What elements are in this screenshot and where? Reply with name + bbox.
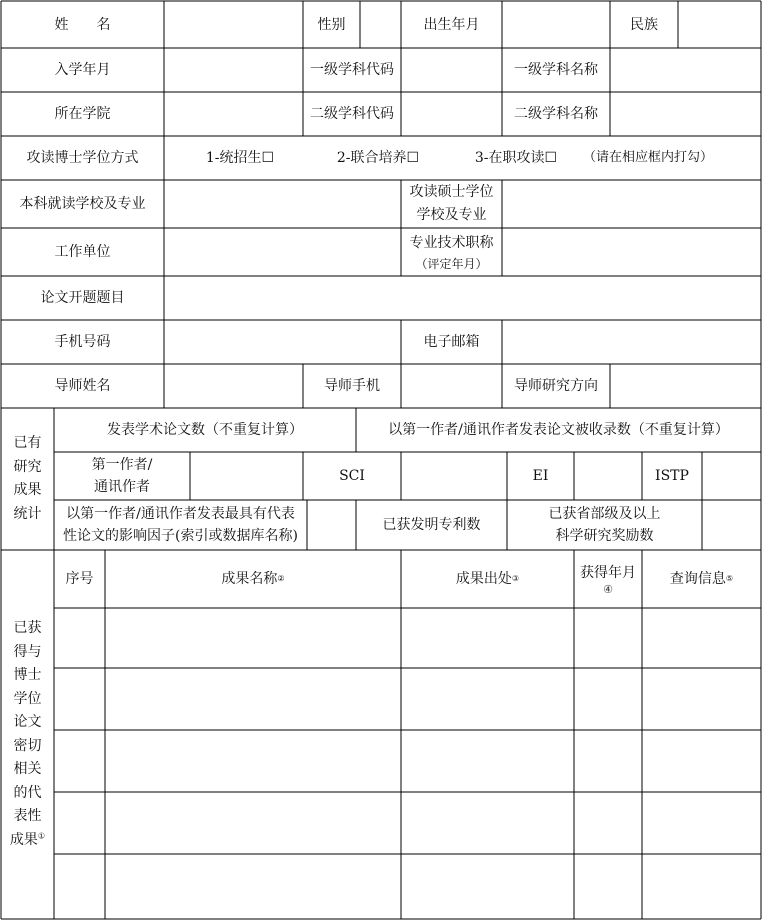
enroll-field[interactable] [164, 48, 303, 92]
results-side-char-7: 相关 [13, 761, 42, 777]
study-mode-label: 攻读博士学位方式 [26, 150, 139, 166]
lv1-name-label: 一级学科名称 [514, 62, 598, 78]
awards-line-2: 科学研究奖励数 [555, 528, 654, 544]
ethnicity-label: 民族 [630, 16, 658, 33]
email-field[interactable] [502, 320, 761, 364]
gender-field[interactable] [360, 1, 401, 48]
results-side-char-9: 表性 [13, 808, 42, 824]
awards-field[interactable] [702, 500, 761, 550]
first-author-label [54, 452, 190, 500]
mode-note: （请在相应框内打勾） [582, 150, 713, 165]
mode-option-regular[interactable]: 1-统招生☐ [205, 150, 275, 166]
lv1-name-field[interactable] [610, 48, 761, 92]
impact-line-1: 以第一作者/通讯作者发表最具有代表 [66, 506, 295, 522]
table-row[interactable] [54, 730, 761, 792]
birth-label: 出生年月 [423, 16, 480, 33]
undergrad-field[interactable] [164, 180, 401, 228]
master-label-line-1: 攻读硕士学位 [409, 183, 494, 200]
col-header-source-text: 成果出处 [455, 571, 512, 587]
lv1-code-field[interactable] [401, 48, 502, 92]
results-side-char-3: 博士 [13, 667, 42, 683]
col-header-name-text: 成果名称 [221, 571, 278, 587]
phone-field[interactable] [164, 320, 401, 364]
table-row[interactable] [54, 608, 761, 668]
ei-field[interactable] [574, 452, 642, 500]
advisor-direction-field[interactable] [610, 364, 761, 408]
first-author-line-2: 通讯作者 [94, 479, 150, 495]
ethnicity-field[interactable] [678, 1, 761, 48]
name-label-char-2: 名 [96, 16, 111, 33]
col-header-query: 查询信息 ⑤ [642, 550, 761, 608]
advisor-phone-label: 导师手机 [324, 378, 380, 394]
lv1-code-label: 一级学科代码 [310, 62, 394, 78]
birth-field[interactable] [502, 1, 610, 48]
gender-label: 性别 [317, 16, 346, 33]
thesis-field[interactable] [164, 276, 761, 320]
sci-field[interactable] [401, 452, 507, 500]
first-author-line-1: 第一作者/ [91, 457, 153, 473]
col-header-no: 序号 [65, 571, 94, 587]
col-header-source: 成果出处 ③ [401, 550, 574, 608]
master-label-line-2: 学校及专业 [416, 207, 487, 223]
col-header-name: 成果名称 ② [105, 550, 401, 608]
table-row[interactable] [54, 792, 761, 854]
results-side-char-10 [10, 829, 45, 853]
results-side-char-2: 得与 [13, 643, 42, 660]
col-header-date [574, 550, 642, 608]
table-row[interactable] [54, 854, 761, 919]
name-field[interactable] [164, 1, 303, 48]
istp-field[interactable] [702, 452, 761, 500]
employer-label: 工作单位 [54, 244, 111, 260]
impact-factor-field[interactable] [307, 500, 356, 550]
col-header-date-mark: ④ [603, 582, 613, 596]
master-label [401, 180, 502, 228]
title-field[interactable] [502, 228, 761, 276]
title-label [401, 228, 502, 276]
stats-side-char-2: 研究 [13, 458, 42, 475]
results-side-label [1, 550, 54, 919]
college-field[interactable] [164, 92, 303, 136]
email-label: 电子邮箱 [423, 334, 480, 350]
awards-label [507, 500, 702, 550]
awards-line-1: 已获省部级及以上 [548, 506, 661, 522]
table-row[interactable] [54, 668, 761, 730]
results-side-mark: ① [37, 830, 46, 840]
impact-factor-label [54, 500, 307, 550]
papers-count-label: 发表学术论文数（不重复计算） [107, 422, 303, 438]
first-author-count-field[interactable] [190, 452, 303, 500]
results-side-char-8: 的代 [13, 784, 42, 801]
employer-field[interactable] [164, 228, 401, 276]
istp-label: ISTP [655, 468, 689, 484]
patents-label: 已获发明专利数 [382, 517, 481, 533]
advisor-field[interactable] [164, 364, 303, 408]
lv2-name-field[interactable] [610, 92, 761, 136]
phone-label: 手机号码 [54, 334, 111, 350]
advisor-label: 导师姓名 [54, 378, 111, 394]
results-side-char-1: 已获 [13, 620, 42, 636]
col-header-query-text: 查询信息 [669, 571, 726, 587]
ei-label: EI [532, 468, 549, 484]
undergrad-label: 本科就读学校及专业 [19, 196, 146, 212]
results-side-char-4: 学位 [13, 690, 42, 707]
lv2-name-label: 二级学科名称 [514, 106, 598, 122]
title-label-line-1: 专业技术职称 [409, 235, 494, 252]
lv2-code-label: 二级学科代码 [310, 106, 394, 122]
results-side-char-5: 论文 [13, 714, 42, 730]
stats-side-char-4: 统计 [13, 505, 42, 522]
advisor-direction-label: 导师研究方向 [514, 378, 598, 394]
name-label-char-1: 姓 [54, 16, 69, 33]
stats-side-char-3: 成果 [13, 482, 42, 498]
thesis-label: 论文开题题目 [40, 290, 125, 306]
stats-side-label [1, 408, 54, 550]
advisor-phone-field[interactable] [401, 364, 502, 408]
college-label: 所在学院 [54, 106, 111, 122]
results-side-char-10-text: 成果 [9, 831, 38, 848]
results-side-char-6: 密切 [13, 737, 42, 754]
mode-option-inservice[interactable]: 3-在职攻读☐ [474, 150, 558, 166]
title-label-line-2: （评定年月） [415, 256, 488, 271]
mode-option-joint[interactable]: 2-联合培养☐ [336, 150, 420, 166]
name-label [1, 1, 164, 48]
sci-label: SCI [339, 468, 365, 484]
stats-side-char-1: 已有 [13, 435, 42, 451]
master-field[interactable] [502, 180, 761, 228]
impact-line-2: 性论文的影响因子(索引或数据库名称) [63, 528, 298, 544]
lv2-code-field[interactable] [401, 92, 502, 136]
enroll-label: 入学年月 [54, 62, 111, 78]
col-header-date-text: 获得年月 [580, 564, 636, 581]
indexed-count-label: 以第一作者/通讯作者发表论文被收录数（不重复计算） [388, 422, 729, 438]
